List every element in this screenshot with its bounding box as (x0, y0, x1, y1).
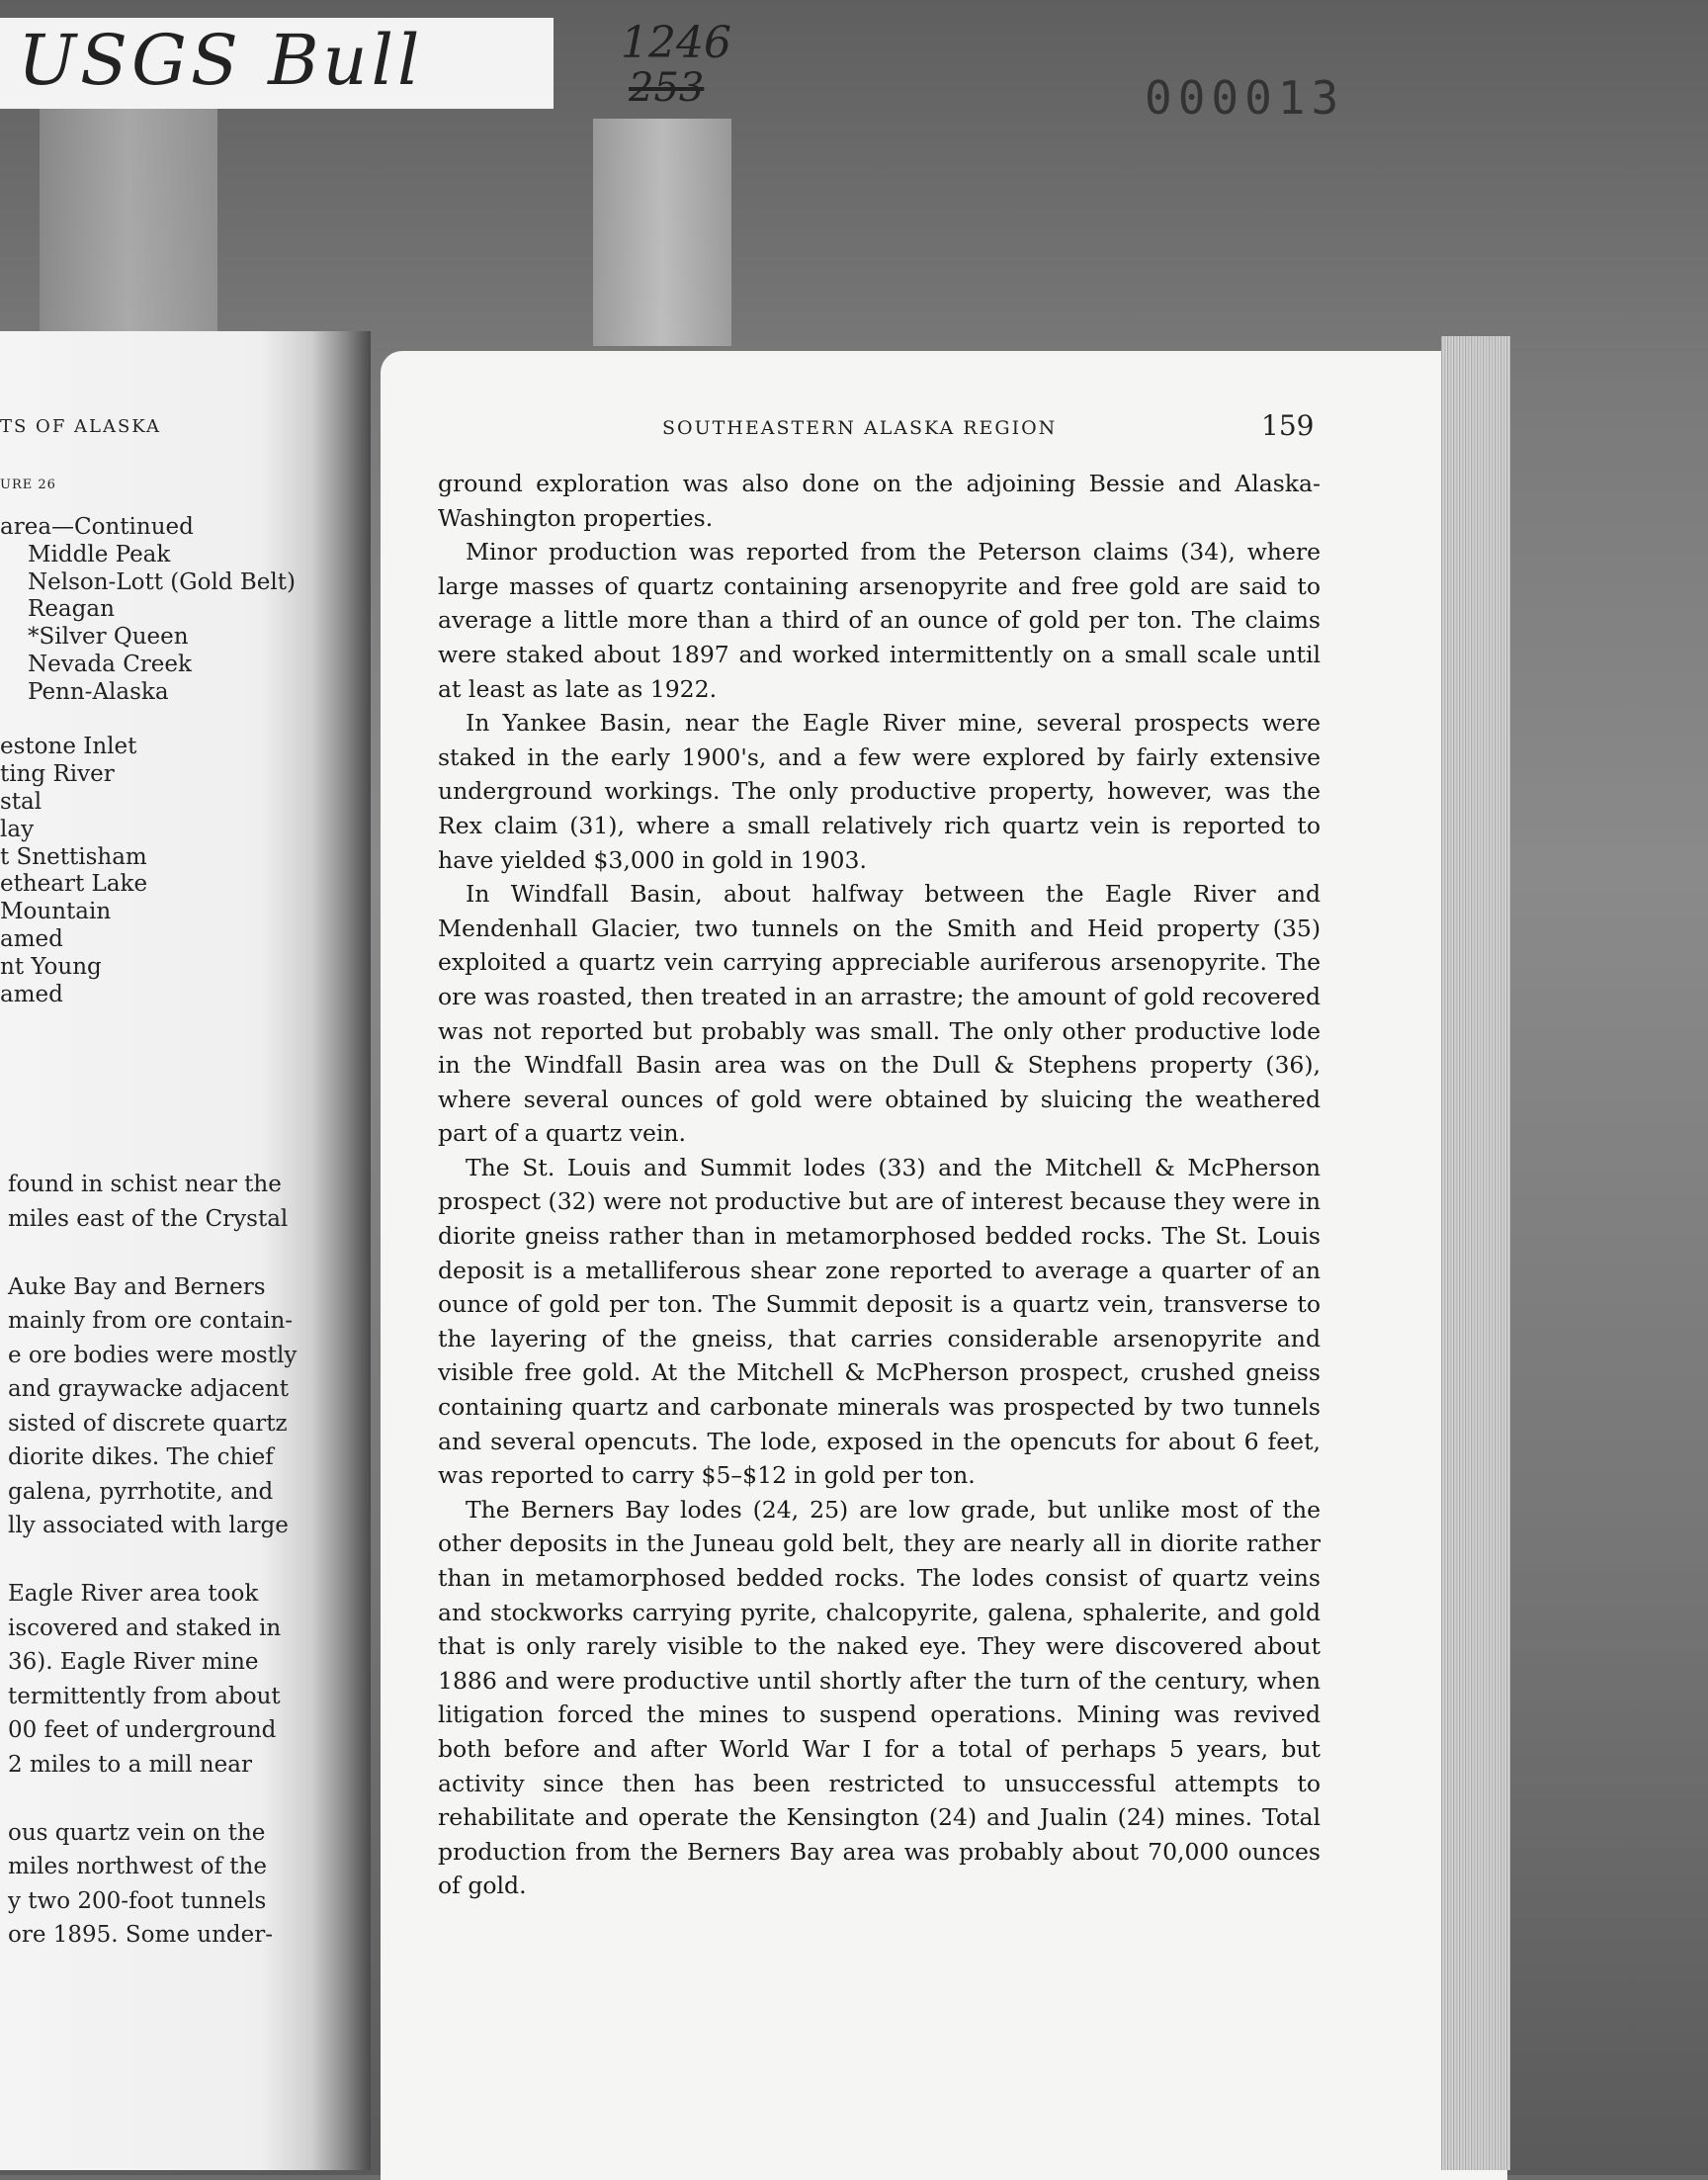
body-text (438, 467, 1321, 1903)
left-text-line: termittently from about (8, 1683, 281, 1709)
left-list-line: Penn-Alaska (28, 678, 169, 705)
left-list-line: amed (0, 981, 63, 1007)
handwritten-label: USGS Bull (18, 20, 424, 101)
left-list-line: t Snettisham (0, 843, 147, 870)
left-text-line: Auke Bay and Berners (8, 1273, 266, 1300)
paragraph: The St. Louis and Summit lodes (33) and the Mitchell & McPherson prospect (32) were not productive but are of interest because they were in diorite gneiss rather than in metamorphosed bedded rocks. The St. Louis deposit is a metalliferous shear zone reported to average a quarter of an ounce of gold per ton. The Summit deposit is a quartz vein, transverse to the layering of the gneiss, that carries considerable arsenopyrite and visible free gold. At the Mitchell & McPherson prospect, crushed gneiss containing quartz and carbonate minerals was prospected by two tunnels and several opencuts. The lode, exposed in the opencuts for about 6 feet, was reported to carry $5–$12 in gold per ton. (438, 1153, 1321, 1490)
left-list-line: nt Young (0, 953, 102, 980)
left-text-line: iscovered and staked in (8, 1614, 282, 1641)
left-page (0, 331, 371, 2170)
left-list-line: ting River (0, 761, 115, 788)
left-text-line: ore 1895. Some under- (8, 1922, 273, 1948)
handwritten-struck-number: 253 (629, 65, 705, 111)
page-edges (1441, 336, 1510, 2170)
left-figure-label: URE 26 (0, 478, 56, 492)
paragraph: In Windfall Basin, about halfway between the Eagle River and Mendenhall Glacier, two tunnels on the Smith and Heid property (35) exploited a quartz vein carrying appreciable auriferous arsenopyrite. The ore was roasted, then treated in an arrastre; the amount of gold recovered was not reported but probably was small. The only other productive lode in the Windfall Basin area was on the Dull & Stephens property (36), where several ounces of gold were obtained by sluicing the weathered part of a quartz vein. (438, 880, 1321, 1148)
left-text-line: Eagle River area took (8, 1581, 259, 1607)
left-text-line: diorite dikes. The chief (8, 1444, 274, 1470)
left-text-line: 2 miles to a mill near (8, 1751, 252, 1778)
left-text-line: sisted of discrete quartz (8, 1410, 288, 1437)
left-text-line: galena, pyrrhotite, and (8, 1478, 274, 1505)
left-list-line: area—Continued (0, 514, 194, 540)
left-text-line: 36). Eagle River mine (8, 1649, 259, 1675)
left-text-line: found in schist near the (8, 1172, 282, 1197)
left-list-line: Nelson-Lott (Gold Belt) (28, 568, 296, 595)
left-list-line: estone Inlet (0, 734, 137, 760)
left-text-line: mainly from ore contain- (8, 1308, 294, 1334)
left-list-line: lay (0, 816, 35, 842)
page-number: 159 (1261, 409, 1315, 442)
left-list-line: amed (0, 926, 63, 952)
left-list-line: Middle Peak (28, 541, 171, 567)
left-text-line: lly associated with large (8, 1513, 289, 1538)
left-text-line: miles east of the Crystal (8, 1205, 289, 1232)
tape-strip-left (40, 109, 217, 336)
paragraph: Minor production was reported from the Peterson claims (34), where large masses of quartz containing arsenopyrite and free gold are said to average a little more than a third of an ounce of gold per ton. The claims were staked about 1897 and worked intermittently on a small scale until at least as late as 1922. (438, 538, 1321, 703)
left-text-line: ous quartz vein on the (8, 1819, 266, 1846)
left-text-line: miles northwest of the (8, 1854, 267, 1879)
tape-strip-right (593, 119, 731, 346)
running-head: SOUTHEASTERN ALASKA REGION (662, 417, 1058, 439)
handwritten-number: 1246 (621, 18, 731, 68)
paragraph: The Berners Bay lodes (24, 25) are low grade, but unlike most of the other deposits in the Juneau gold belt, they are nearly all in diorite rather than in metamorphosed bedded rocks. The lodes consist of quartz veins and stockworks carrying pyrite, chalcopyrite, galena, sphalerite, and gold that is only rarely visible to the naked eye. They were discovered about 1886 and were productive until shortly after the turn of the century, when litigation forced the mines to suspend operations. Mining was revived both before and after World War I for a total of perhaps 5 years, but activity since then has been restricted to unsuccessful attempts to rehabilitate and operate the Kensington (24) and Jualin (24) mines. Total production from the Berners Bay area was probably about 70,000 ounces of gold. (438, 1495, 1321, 1900)
left-text-line: e ore bodies were mostly (8, 1342, 298, 1368)
left-list-line: Mountain (0, 899, 112, 925)
left-list-line: stal (0, 789, 43, 815)
left-text-line: 00 feet of underground (8, 1717, 277, 1743)
left-text-line: y two 200-foot tunnels (8, 1887, 267, 1914)
left-running-head: TS OF ALASKA (0, 416, 162, 437)
left-text-line: and graywacke adjacent (8, 1376, 289, 1402)
paragraph: In Yankee Basin, near the Eagle River mine, several prospects were staked in the early 1900's, and a few were explored by fairly extensive underground workings. The only productive property, however, was the Rex claim (31), where a small relatively rich quartz vein is reported to have yielded $3,000 in gold in 1903. (438, 709, 1321, 874)
document-stamp-number: 000013 (1145, 71, 1345, 125)
left-list-line: Reagan (28, 596, 115, 623)
paragraph: ground exploration was also done on the adjoining Bessie and Alaska-Washington properties. (438, 470, 1321, 532)
left-list-line: etheart Lake (0, 871, 148, 898)
left-list-line: *Silver Queen (28, 624, 189, 651)
left-list-line: Nevada Creek (28, 652, 192, 677)
